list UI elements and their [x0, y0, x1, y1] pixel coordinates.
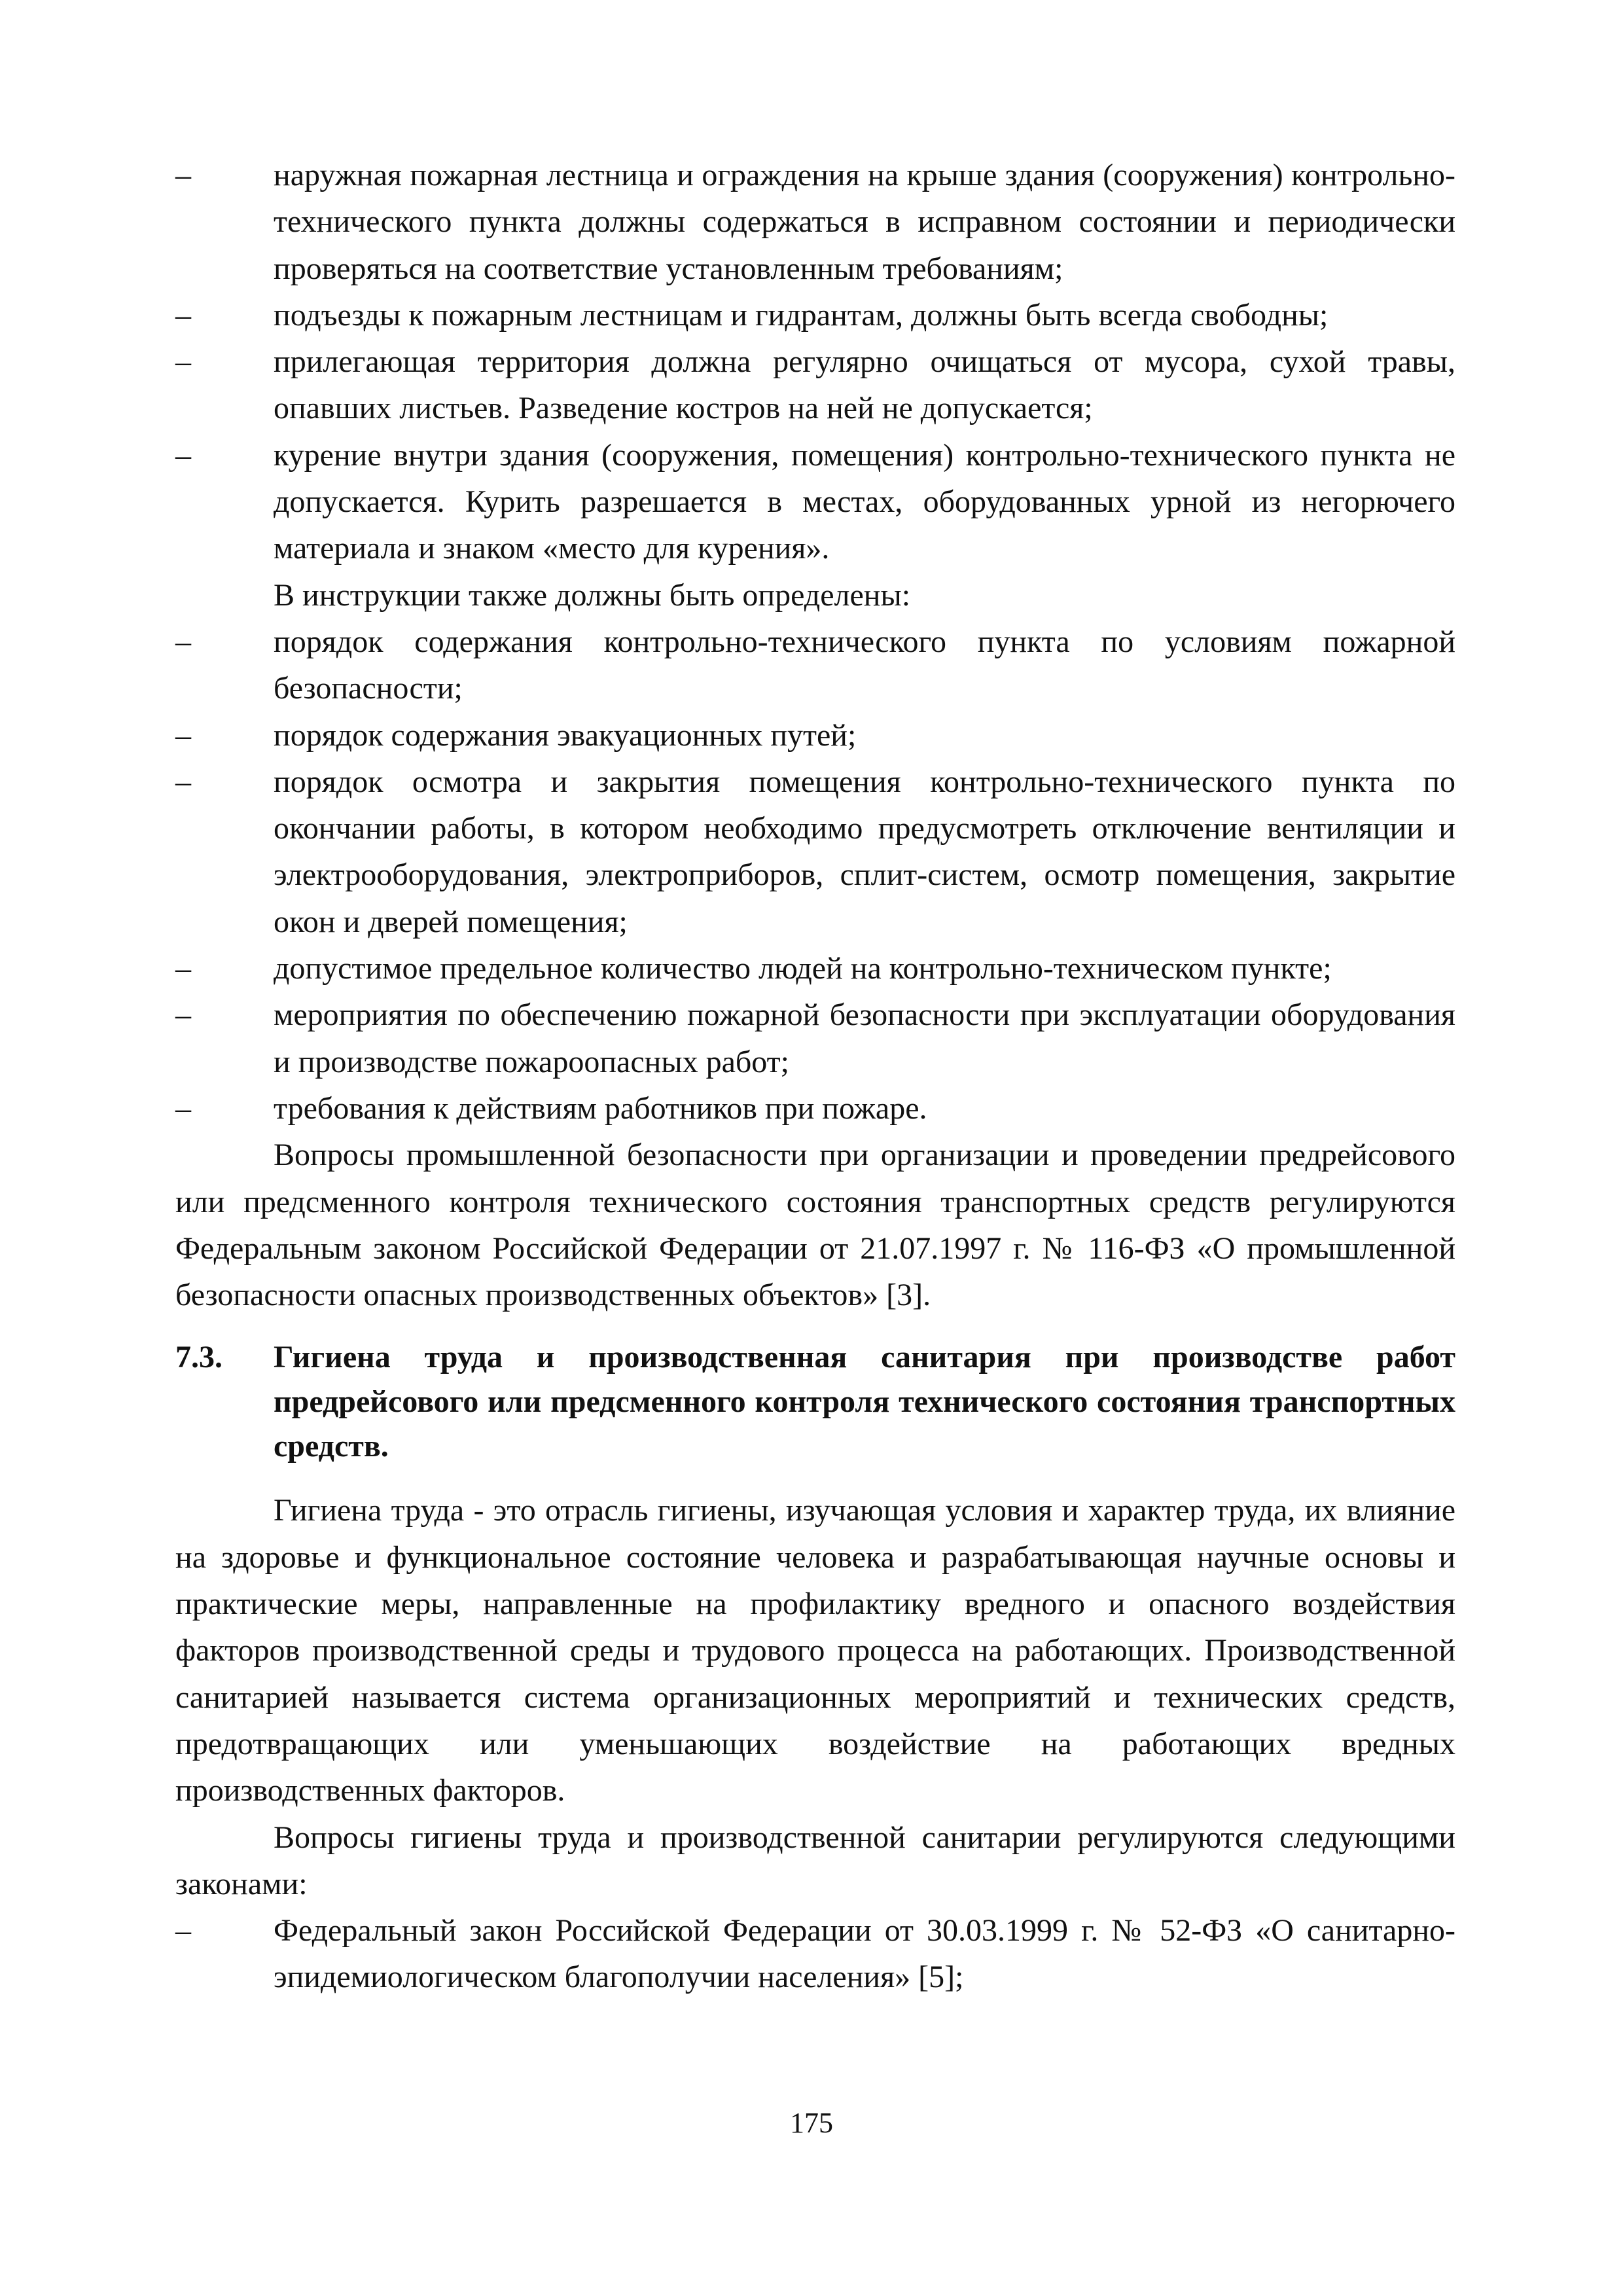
list-item-text: Федеральный закон Российской Федерации от 30.03.1999 г. № 52-ФЗ «О санитарно-эпидемиологическом благополучии населения» [5];: [274, 1913, 1455, 1995]
section-title: Гигиена труда и производственная санитария при производстве работ предрейсового или предсменного контроля технического состояния транспортных средств.: [274, 1340, 1455, 1464]
bullet-dash: –: [175, 717, 191, 753]
bullet-dash: –: [175, 764, 191, 799]
bullet-dash: –: [175, 1913, 191, 1948]
bullet-dash: –: [175, 437, 191, 473]
bullet-dash: –: [175, 997, 191, 1033]
list-item: [175, 619, 1455, 712]
list-item-text: подъезды к пожарным лестницам и гидрантам, должны быть всегда свободны;: [274, 297, 1329, 332]
list-item-text: порядок содержания контрольно-технического пункта по условиям пожарной безопасности;: [274, 624, 1455, 706]
bullet-dash: –: [175, 297, 191, 332]
laws-intro-paragraph: Вопросы гигиены труда и производственной санитарии регулируются следующими законами:: [175, 1820, 1455, 1901]
list-item-text: мероприятия по обеспечению пожарной безопасности при эксплуатации оборудования и производстве пожароопасных работ;: [274, 997, 1455, 1079]
industrial-safety-paragraph: Вопросы промышленной безопасности при организации и проведении предрейсового или предсменного контроля технического состояния транспортных средств регулируются Федеральным законом Российской Федерации от 21.07.1997 г. № 116-ФЗ «О промышленной безопасности опасных производственных объектов» [3].: [175, 1138, 1455, 1313]
list-item-text: порядок содержания эвакуационных путей;: [274, 717, 857, 753]
bullet-dash: –: [175, 344, 191, 380]
list-item: [175, 759, 1455, 945]
list-item-text: курение внутри здания (сооружения, помещения) контрольно-технического пункта не допускается. Курить разрешается в местах, оборудованных урной из негорючего материала и знаком «место для курения».: [274, 437, 1455, 566]
instructions-intro-paragraph: В инструкции также должны быть определены:: [274, 577, 911, 613]
list-item: [175, 1085, 1455, 1132]
section-heading: [175, 1335, 1455, 1469]
bullet-dash: –: [175, 624, 191, 659]
bullet-dash: –: [175, 951, 191, 986]
list-item: [175, 338, 1455, 432]
list-item-text: прилегающая территория должна регулярно очищаться от мусора, сухой травы, опавших листьев. Разведение костров на ней не допускается;: [274, 344, 1455, 426]
list-item-text: порядок осмотра и закрытия помещения контрольно-технического пункта по окончании работы, в котором необходимо предусмотреть отключение вентиляции и электрооборудования, электроприборов, сплит-систем, осмотр помещения, закрытие окон и дверей помещения;: [274, 764, 1455, 939]
page-content: [175, 152, 1455, 2001]
list-item: [175, 292, 1455, 338]
list-item: [175, 992, 1455, 1085]
list-item-text: наружная пожарная лестница и ограждения на крыше здания (сооружения) контрольно-технического пункта должны содержаться в исправном состоянии и периодически проверяться на соответствие установленным требованиям;: [274, 158, 1455, 286]
list-item: [175, 945, 1455, 992]
list-item: [175, 1907, 1455, 2001]
bullet-dash: –: [175, 1090, 191, 1126]
hygiene-paragraph: Гигиена труда - это отрасль гигиены, изучающая условия и характер труда, их влияние на здоровье и функциональное состояние человека и разрабатывающая научные основы и практические меры, направленные на профилактику вредного и опасного воздействия факторов производственной среды и трудового процесса на работающих. Производственной санитарией называется система организационных мероприятий и технических средств, предотвращающих или уменьшающих воздействие на работающих вредных производственных факторов.: [175, 1493, 1455, 1808]
page-number: 175: [790, 2107, 833, 2139]
list-item: [175, 712, 1455, 759]
list-item: [175, 432, 1455, 572]
section-number: 7.3.: [175, 1340, 223, 1375]
list-item-text: требования к действиям работников при пожаре.: [274, 1090, 927, 1126]
list-item: [175, 152, 1455, 292]
bullet-dash: –: [175, 158, 191, 192]
list-item-text: допустимое предельное количество людей на контрольно-техническом пункте;: [274, 951, 1332, 986]
